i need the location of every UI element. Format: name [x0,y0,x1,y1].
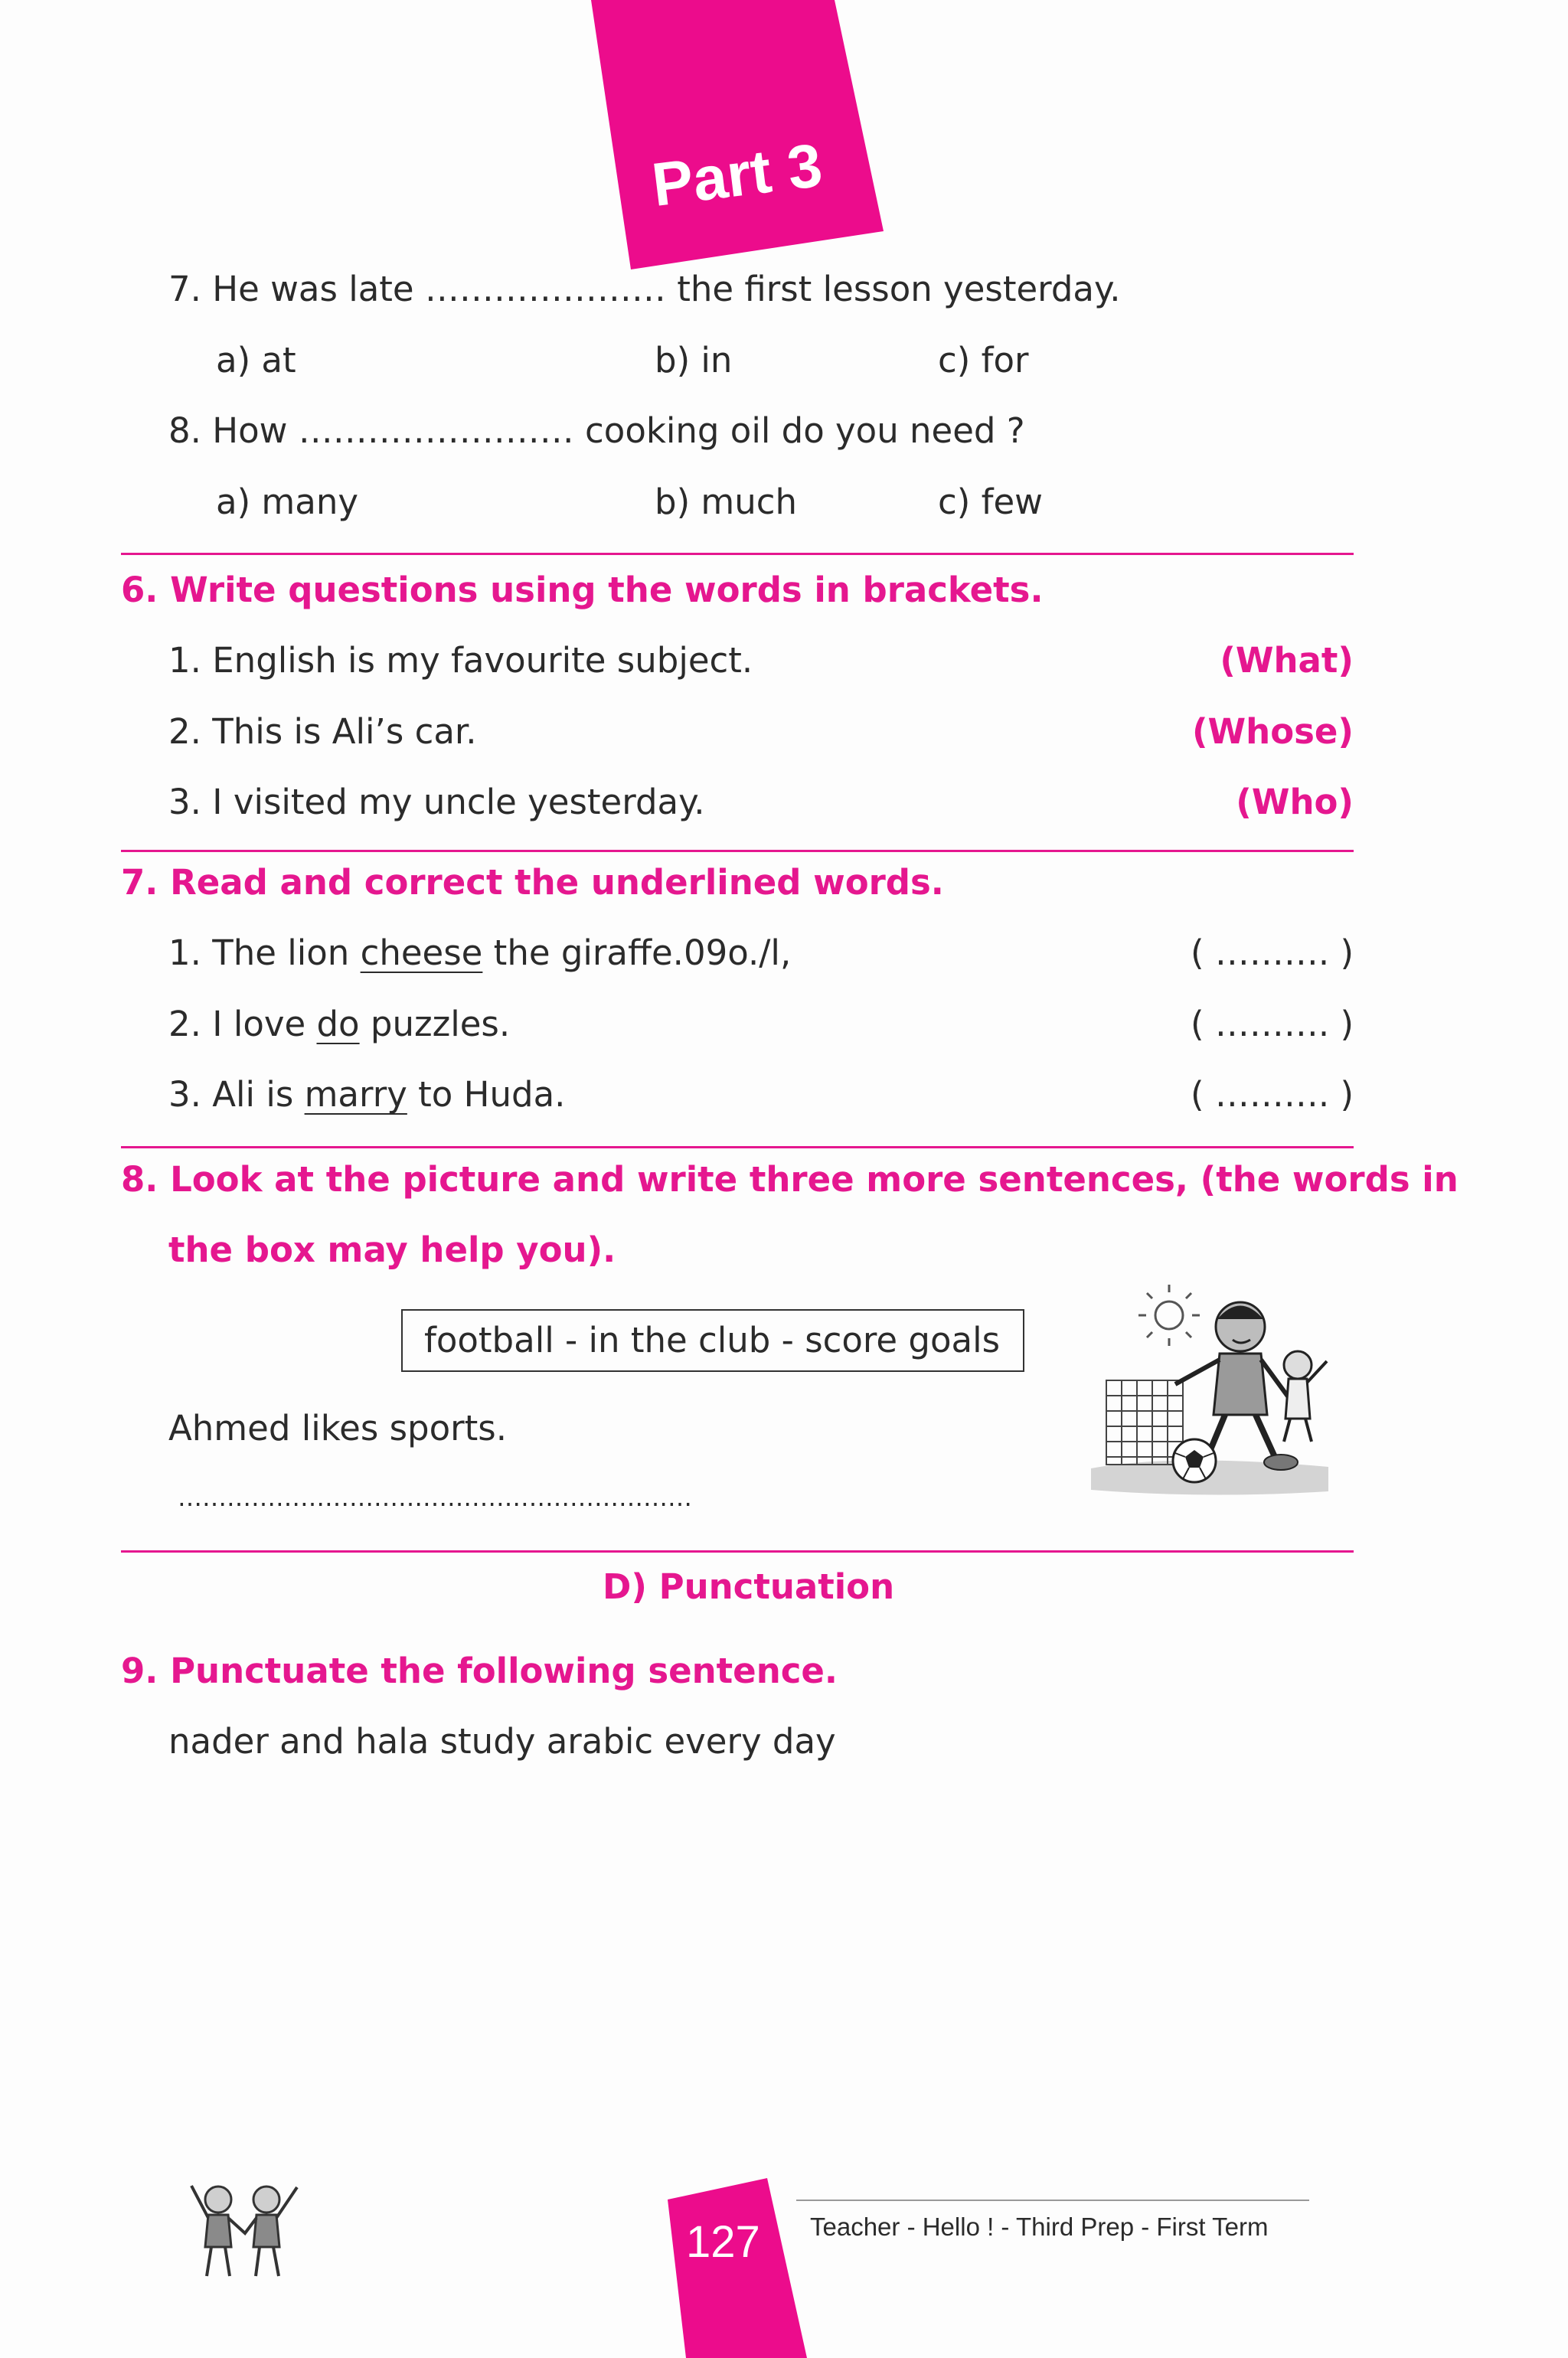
section-6-item: 3. I visited my uncle yesterday. [168,782,705,822]
question-7: 7. He was late ………………… the first lesson yesterday. [168,269,1121,309]
kids-illustration [176,2170,314,2285]
section-7-item: 2. I love do puzzles. [168,1004,511,1044]
section-6-hint: (What) [1220,640,1354,681]
divider [121,1146,1354,1148]
part-tab [588,0,887,276]
answer-blank: ( ………. ) [1190,932,1354,973]
word-box [401,1309,1024,1372]
section-6-heading: 6. Write questions using the words in brackets. [121,570,1044,610]
q7-option-b: b) in [655,340,733,380]
answer-dots: ……………………………………………………… [178,1483,692,1512]
section-8-starter: Ahmed likes sports. [168,1408,508,1448]
underlined-word: do [316,1004,360,1044]
footer-rule [796,2200,1309,2201]
q8-option-c: c) few [938,482,1043,522]
q7-option-a: a) at [216,340,296,380]
q8-option-b: b) much [655,482,798,522]
section-6-hint: (Who) [1236,782,1354,822]
word-box-text: football - in the club - score goals [424,1320,1001,1360]
section-7-item: 3. Ali is marry to Huda. [168,1074,566,1115]
section-7-heading: 7. Read and correct the underlined words. [121,862,944,903]
section-9-sentence: nader and hala study arabic every day [168,1721,836,1762]
section-6-item: 1. English is my favourite subject. [168,640,753,681]
section-9-heading: 9. Punctuate the following sentence. [121,1651,838,1691]
page-number: 127 [686,2217,760,2267]
answer-blank: ( ………. ) [1190,1004,1354,1044]
question-8: 8. How …………………… cooking oil do you need ? [168,410,1025,451]
divider [121,553,1354,555]
q7-option-c: c) for [938,340,1029,380]
section-8-heading-line2: the box may help you). [168,1230,616,1270]
footer-book-title: Teacher - Hello ! - Third Prep - First Term [810,2213,1269,2241]
part-tab-label: Part 3 [648,130,826,220]
section-6-item: 2. This is Ali’s car. [168,711,477,752]
divider [121,1550,1354,1553]
divider [121,850,1354,852]
underlined-word: marry [304,1074,407,1115]
page-number-tab [658,2178,812,2358]
section-d-title: D) Punctuation [603,1566,895,1607]
underlined-word: cheese [360,932,483,973]
boy-football-illustration [1083,1277,1336,1507]
answer-blank: ( ………. ) [1190,1074,1354,1115]
section-6-hint: (Whose) [1191,711,1354,752]
section-7-item: 1. The lion cheese the giraffe.09o./l, [168,932,792,973]
section-8-heading-line1: 8. Look at the picture and write three more sentences, (the words in [121,1159,1459,1200]
q8-option-a: a) many [216,482,358,522]
